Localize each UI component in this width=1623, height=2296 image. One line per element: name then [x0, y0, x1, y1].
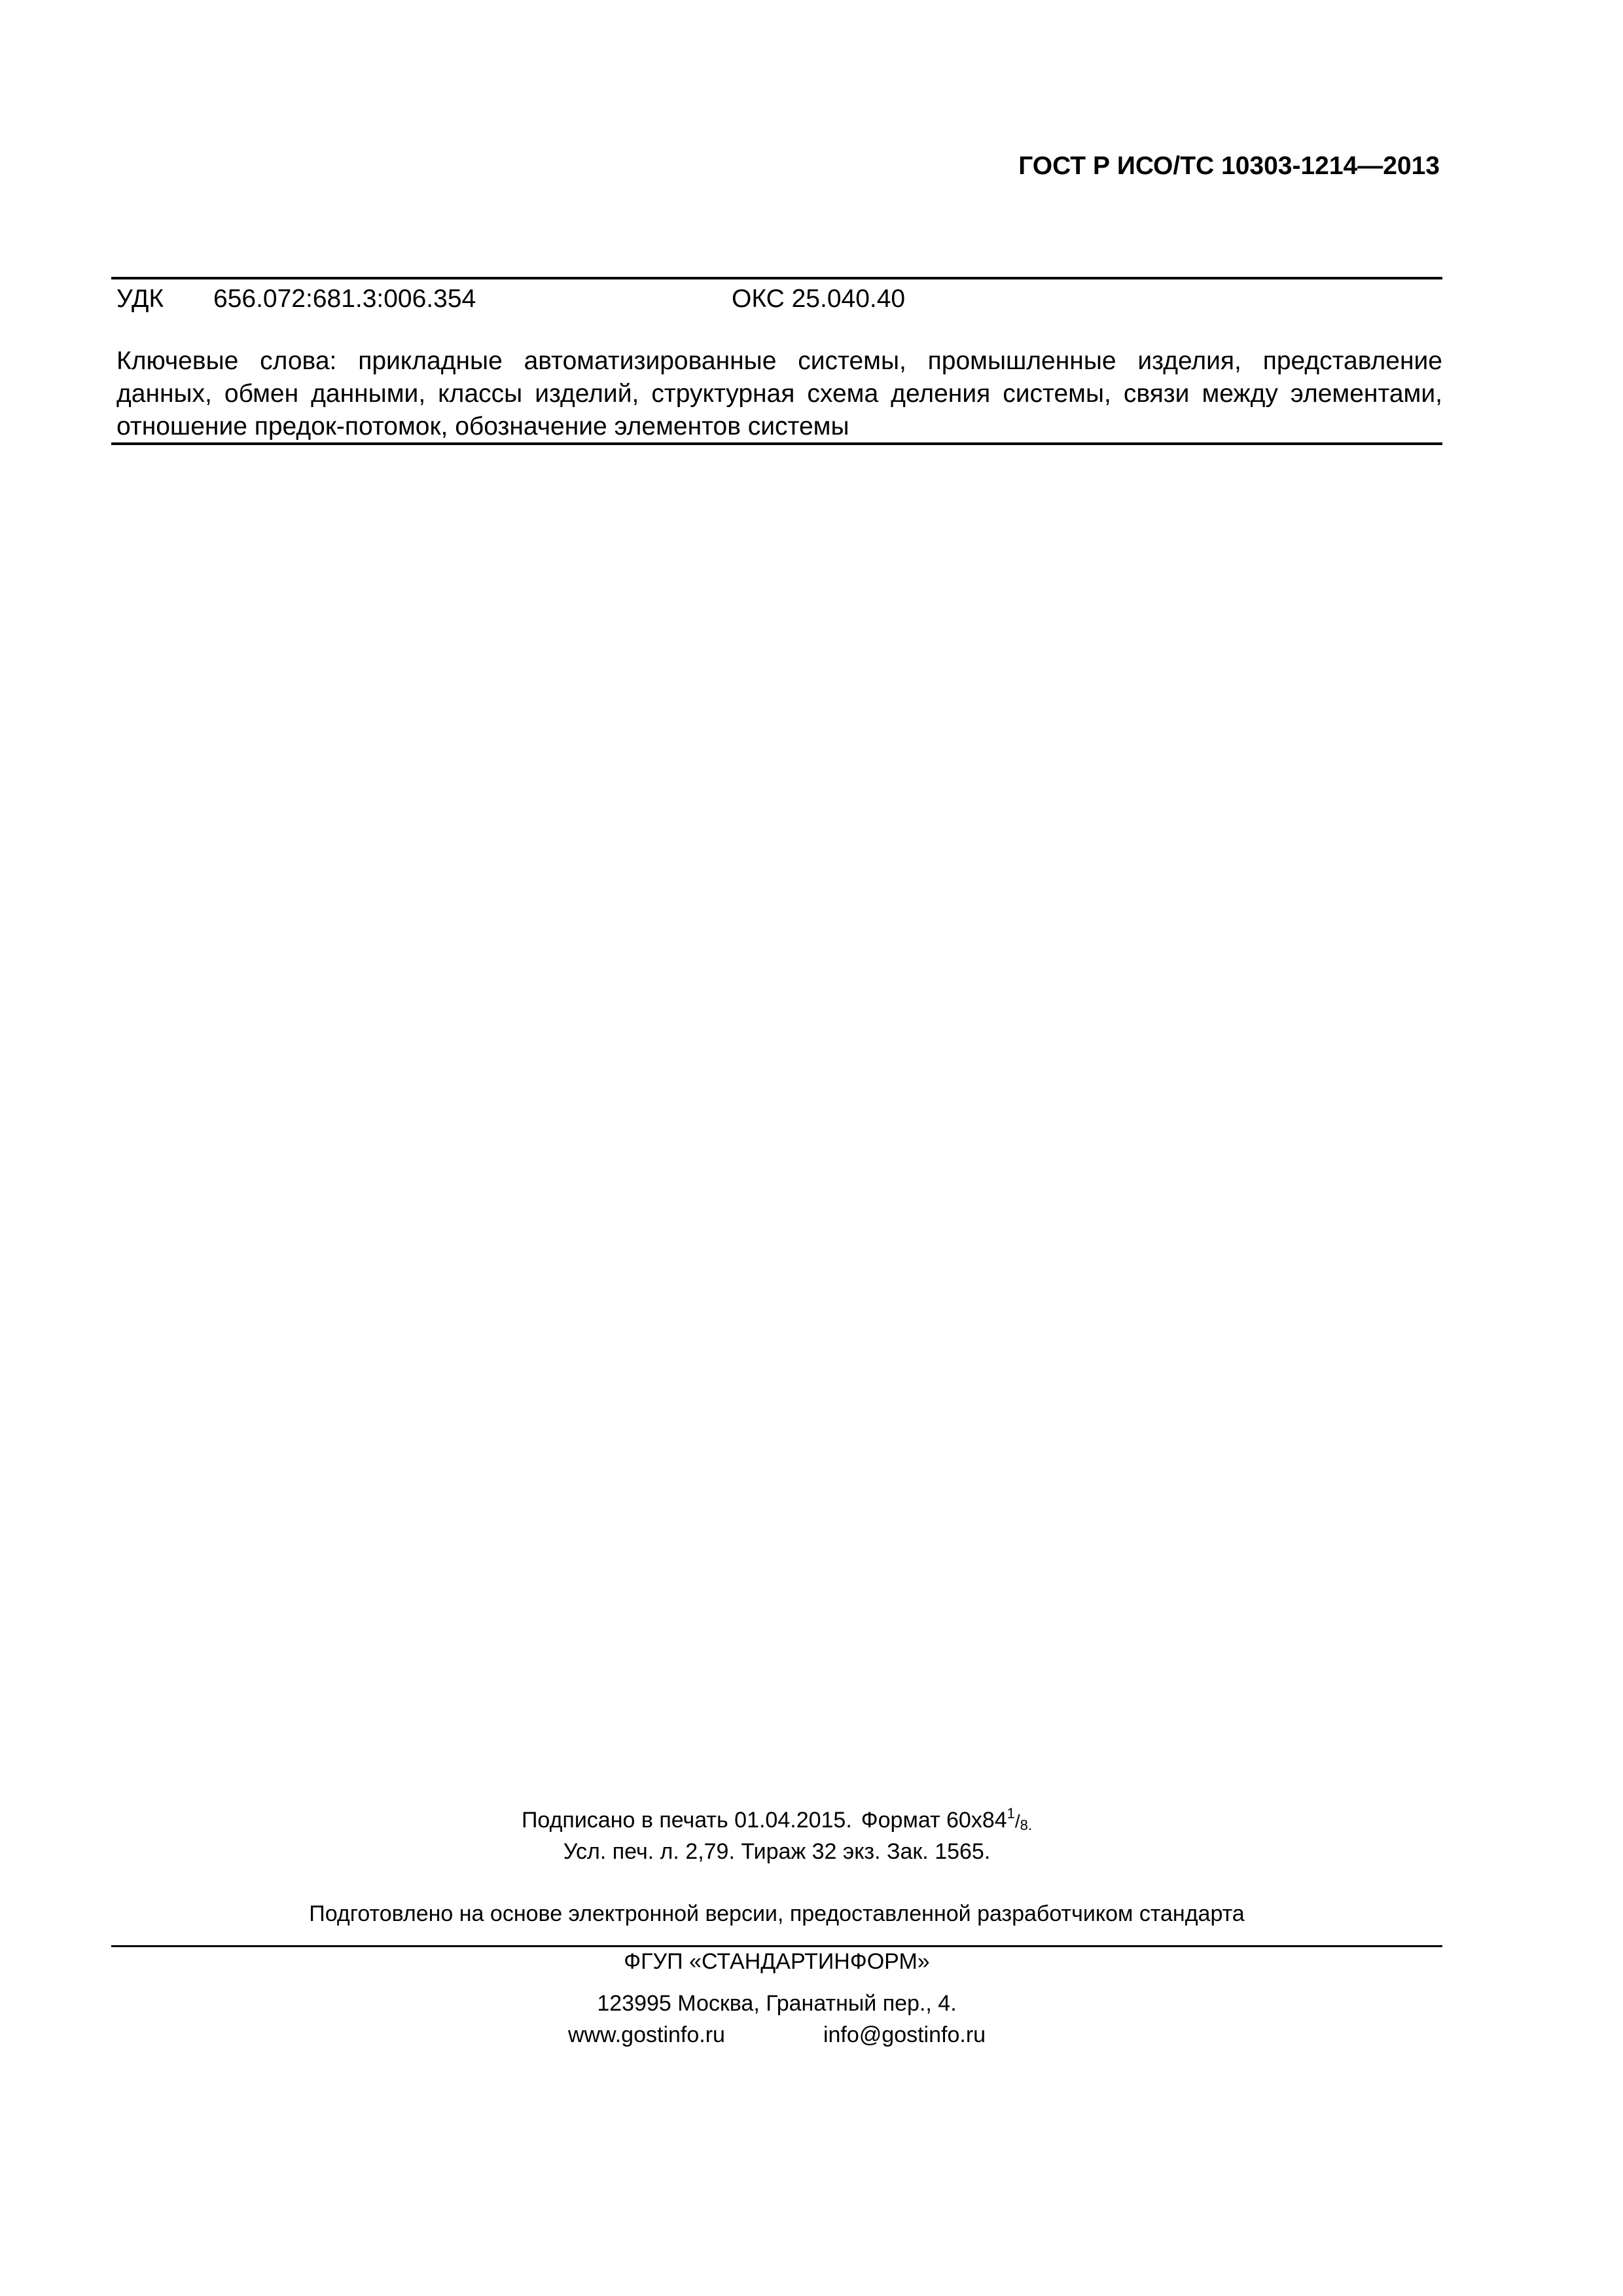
- imprint-line-1: [111, 1805, 1442, 1833]
- signed-for-print: Подписано в печать 01.04.2015.: [521, 1808, 852, 1833]
- paper-format: [861, 1805, 1033, 1833]
- format-slash: /: [1014, 1811, 1020, 1831]
- oks-value: ОКС 25.040.40: [732, 285, 906, 313]
- divider-top: [111, 277, 1442, 279]
- prepared-note: Подготовлено на основе электронной версии, предоставленной разработчиком стандарта: [309, 1901, 1245, 1926]
- publisher-name: ФГУП «СТАНДАРТИНФОРМ»: [624, 1949, 930, 1974]
- divider-keywords: [111, 442, 1442, 445]
- document-code: ГОСТ Р ИСО/ТС 10303-1214—2013: [1018, 152, 1440, 180]
- email-link[interactable]: info@gostinfo.ru: [823, 2022, 986, 2047]
- divider-footer: [111, 1945, 1442, 1947]
- keywords-paragraph: Ключевые слова: прикладные автоматизированные системы, промышленные изделия, представление данных, обмен данными, классы изделий, структурная схема деления системы, связи между элементами, отношение предок-потомок, обозначение элементов системы: [116, 347, 1442, 440]
- format-numerator: 1: [1007, 1805, 1015, 1821]
- format-label: Формат 60х84: [861, 1808, 1007, 1833]
- classification-row: [116, 285, 1445, 324]
- udk-label: УДК: [116, 285, 164, 313]
- imprint-line-2: Усл. печ. л. 2,79. Тираж 32 экз. Зак. 1565.: [563, 1839, 991, 1864]
- publisher-address: 123995 Москва, Гранатный пер., 4.: [597, 1991, 957, 2016]
- udk-value: 656.072:681.3:006.354: [213, 285, 476, 313]
- format-denominator: 8.: [1020, 1817, 1033, 1833]
- publisher-contacts: [111, 2022, 1442, 2048]
- website-link[interactable]: www.gostinfo.ru: [567, 2022, 725, 2047]
